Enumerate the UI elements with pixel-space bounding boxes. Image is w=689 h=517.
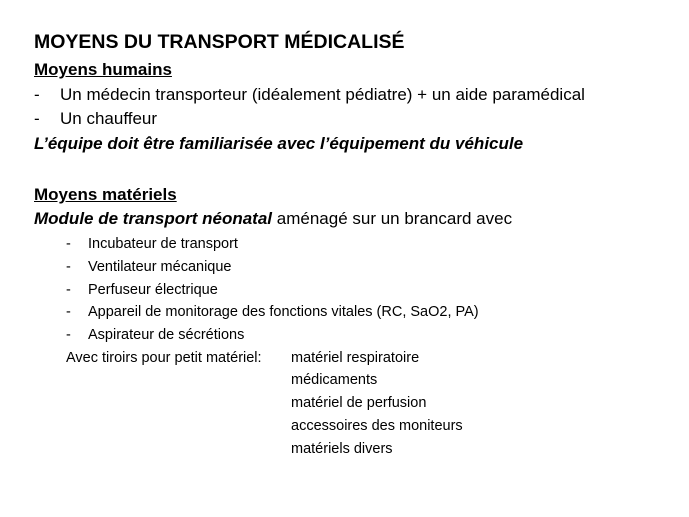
- slide-title: MOYENS DU TRANSPORT MÉDICALISÉ: [34, 31, 405, 53]
- list-item: [66, 259, 232, 275]
- bullet-dash: -: [66, 327, 71, 343]
- list-item: [34, 85, 585, 105]
- list-item: [66, 236, 238, 252]
- bullet-dash: -: [66, 282, 71, 298]
- team-note: L’équipe doit être familiarisée avec l’équipement du véhicule: [34, 134, 524, 153]
- list-item-text: Ventilateur mécanique: [88, 259, 232, 275]
- list-item-text: Incubateur de transport: [88, 236, 238, 252]
- list-item: [66, 282, 218, 298]
- list-item: [34, 109, 157, 129]
- list-item: [66, 327, 244, 343]
- list-item-text: Perfuseur électrique: [88, 282, 218, 298]
- list-item-text: Appareil de monitorage des fonctions vitales (RC, SaO2, PA): [88, 304, 479, 320]
- bullet-dash: -: [34, 85, 40, 104]
- drawer-item: matériel de perfusion: [291, 395, 427, 411]
- drawer-item: médicaments: [291, 372, 378, 388]
- list-item: [66, 304, 479, 320]
- drawer-item: matériel respiratoire: [291, 350, 420, 366]
- bullet-dash: -: [66, 304, 71, 320]
- drawer-item: matériels divers: [291, 441, 393, 457]
- bullet-dash: -: [66, 259, 71, 275]
- list-item-text: Un chauffeur: [60, 109, 158, 128]
- drawer-item: accessoires des moniteurs: [291, 418, 463, 434]
- bullet-dash: -: [34, 109, 40, 128]
- drawers-label: Avec tiroirs pour petit matériel:: [66, 350, 262, 366]
- module-rest: aménagé sur un brancard avec: [272, 209, 513, 228]
- module-description: [34, 209, 512, 229]
- module-name: Module de transport néonatal: [34, 209, 273, 228]
- list-item-text: Aspirateur de sécrétions: [88, 327, 245, 343]
- heading-material-resources: Moyens matériels: [34, 185, 177, 204]
- heading-human-resources: Moyens humains: [34, 60, 172, 79]
- bullet-dash: -: [66, 236, 71, 252]
- list-item-text: Un médecin transporteur (idéalement pédiatre) + un aide paramédical: [60, 85, 585, 104]
